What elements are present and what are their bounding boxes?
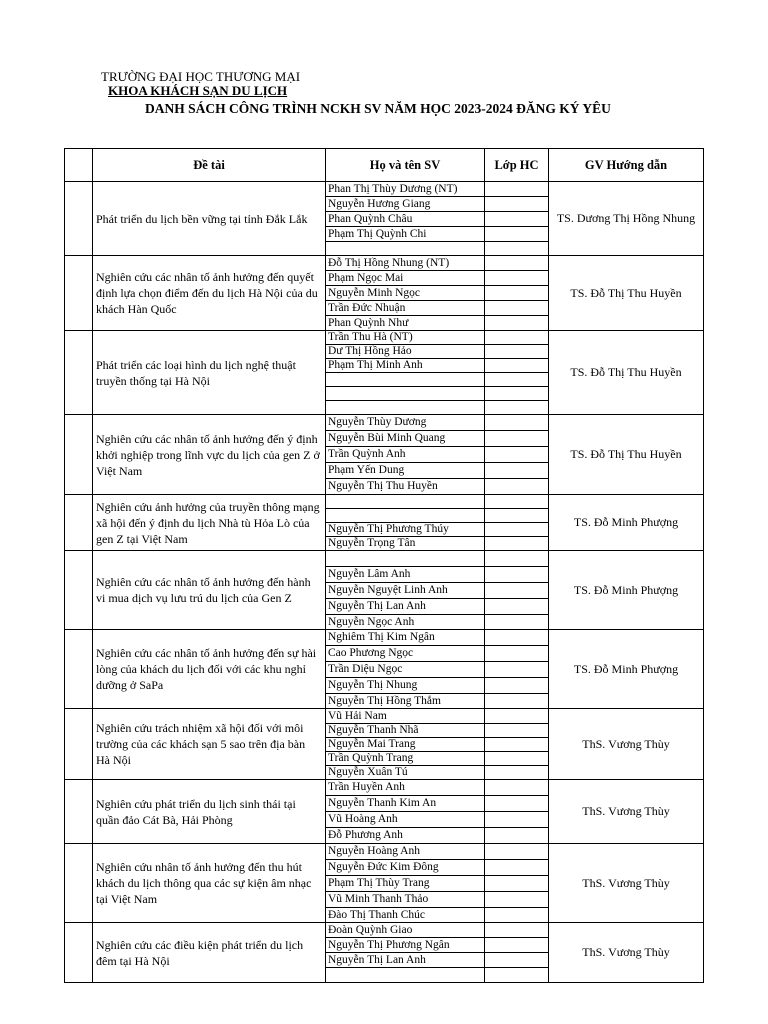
class-cell bbox=[485, 938, 549, 953]
class-cell bbox=[485, 583, 549, 599]
school-name: TRƯỜNG ĐẠI HỌC THƯƠNG MẠI bbox=[101, 69, 301, 84]
student-name-cell: Phạm Thị Minh Anh bbox=[326, 359, 485, 373]
advisor-cell: TS. Đỗ Thị Thu Huyền bbox=[549, 415, 704, 495]
student-name-cell: Nguyễn Ngọc Anh bbox=[326, 615, 485, 630]
class-cell bbox=[485, 479, 549, 495]
table-row bbox=[65, 844, 704, 860]
row-index-cell bbox=[65, 780, 93, 844]
class-cell bbox=[485, 812, 549, 828]
student-name-cell: Nguyễn Minh Ngọc bbox=[326, 286, 485, 301]
class-cell bbox=[485, 286, 549, 301]
class-cell bbox=[485, 738, 549, 752]
row-index-cell bbox=[65, 415, 93, 495]
class-cell bbox=[485, 796, 549, 812]
class-cell bbox=[485, 709, 549, 724]
table-row bbox=[65, 256, 704, 271]
student-name-cell: Nguyễn Bùi Minh Quang bbox=[326, 431, 485, 447]
student-name-cell: Đỗ Thị Hồng Nhung (NT) bbox=[326, 256, 485, 271]
topic-cell: Nghiên cứu trách nhiệm xã hội đối với môi trường của các khách sạn 5 sao trên địa bàn Hà Nội bbox=[93, 709, 326, 780]
topic-cell: Phát triển du lịch bền vững tại tỉnh Đắk Lắk bbox=[93, 182, 326, 256]
student-name-cell: Nghiêm Thị Kim Ngân bbox=[326, 630, 485, 646]
student-name-cell: Trần Quỳnh Trang bbox=[326, 752, 485, 766]
class-cell bbox=[485, 495, 549, 509]
student-name-cell bbox=[326, 401, 485, 415]
row-index-cell bbox=[65, 182, 93, 256]
student-name-cell bbox=[326, 968, 485, 983]
student-name-cell: Nguyễn Thanh Nhã bbox=[326, 724, 485, 738]
class-cell bbox=[485, 780, 549, 796]
advisor-cell: TS. Đỗ Thị Thu Huyền bbox=[549, 256, 704, 331]
table-header-row bbox=[65, 149, 704, 182]
student-name-cell: Nguyễn Thị Phương Ngân bbox=[326, 938, 485, 953]
student-name-cell bbox=[326, 373, 485, 387]
class-cell bbox=[485, 662, 549, 678]
row-index-cell bbox=[65, 709, 93, 780]
student-name-cell: Vũ Minh Thanh Thảo bbox=[326, 892, 485, 908]
student-name-cell: Nguyễn Thùy Dương bbox=[326, 415, 485, 431]
student-name-cell: Nguyễn Hương Giang bbox=[326, 197, 485, 212]
student-name-cell: Trần Thu Hà (NT) bbox=[326, 331, 485, 345]
class-cell bbox=[485, 567, 549, 583]
class-cell bbox=[485, 197, 549, 212]
class-cell bbox=[485, 463, 549, 479]
col-header-index bbox=[65, 149, 93, 182]
row-index-cell bbox=[65, 256, 93, 331]
topic-cell: Nghiên cứu phát triển du lịch sinh thái tại quần đảo Cát Bà, Hải Phòng bbox=[93, 780, 326, 844]
class-cell bbox=[485, 431, 549, 447]
class-cell bbox=[485, 331, 549, 345]
class-cell bbox=[485, 256, 549, 271]
class-cell bbox=[485, 359, 549, 373]
class-cell bbox=[485, 828, 549, 844]
student-name-cell: Nguyễn Thị Nhung bbox=[326, 678, 485, 694]
student-name-cell: Nguyễn Thị Lan Anh bbox=[326, 953, 485, 968]
class-cell bbox=[485, 271, 549, 286]
advisor-cell: TS. Đỗ Minh Phượng bbox=[549, 551, 704, 630]
student-name-cell: Dư Thị Hồng Hảo bbox=[326, 345, 485, 359]
class-cell bbox=[485, 551, 549, 567]
class-cell bbox=[485, 844, 549, 860]
student-name-cell: Phan Quỳnh Châu bbox=[326, 212, 485, 227]
table-row bbox=[65, 551, 704, 567]
student-name-cell: Phạm Thị Quỳnh Chi bbox=[326, 227, 485, 242]
faculty-name: KHOA KHÁCH SẠN DU LỊCH bbox=[108, 83, 288, 98]
class-cell bbox=[485, 908, 549, 923]
row-index-cell bbox=[65, 844, 93, 923]
table-row bbox=[65, 780, 704, 796]
student-name-cell: Trần Đức Nhuận bbox=[326, 301, 485, 316]
student-name-cell bbox=[326, 387, 485, 401]
class-cell bbox=[485, 968, 549, 983]
advisor-cell: TS. Đỗ Minh Phượng bbox=[549, 630, 704, 709]
student-name-cell: Đỗ Phương Anh bbox=[326, 828, 485, 844]
student-name-cell: Phạm Thị Thùy Trang bbox=[326, 876, 485, 892]
class-cell bbox=[485, 678, 549, 694]
class-cell bbox=[485, 509, 549, 523]
row-index-cell bbox=[65, 630, 93, 709]
class-cell bbox=[485, 537, 549, 551]
class-cell bbox=[485, 923, 549, 938]
student-name-cell: Nguyễn Thị Hồng Thắm bbox=[326, 694, 485, 709]
table-viewport bbox=[64, 148, 704, 968]
student-name-cell: Nguyễn Trọng Tân bbox=[326, 537, 485, 551]
class-cell bbox=[485, 876, 549, 892]
student-name-cell: Đoàn Quỳnh Giao bbox=[326, 923, 485, 938]
student-name-cell: Phan Thị Thùy Dương (NT) bbox=[326, 182, 485, 197]
advisor-cell: TS. Đỗ Minh Phượng bbox=[549, 495, 704, 551]
col-header-topic: Đề tài bbox=[93, 149, 326, 182]
student-name-cell: Nguyễn Mai Trang bbox=[326, 738, 485, 752]
student-name-cell: Vũ Hải Nam bbox=[326, 709, 485, 724]
class-cell bbox=[485, 242, 549, 256]
class-cell bbox=[485, 301, 549, 316]
student-name-cell: Đào Thị Thanh Chúc bbox=[326, 908, 485, 923]
class-cell bbox=[485, 860, 549, 876]
class-cell bbox=[485, 630, 549, 646]
class-cell bbox=[485, 227, 549, 242]
table-row bbox=[65, 182, 704, 197]
student-name-cell: Cao Phương Ngọc bbox=[326, 646, 485, 662]
class-cell bbox=[485, 447, 549, 463]
class-cell bbox=[485, 373, 549, 387]
class-cell bbox=[485, 646, 549, 662]
table-row bbox=[65, 923, 704, 938]
table-row bbox=[65, 630, 704, 646]
class-cell bbox=[485, 599, 549, 615]
advisor-cell: TS. Đỗ Thị Thu Huyền bbox=[549, 331, 704, 415]
student-name-cell: Nguyễn Lâm Anh bbox=[326, 567, 485, 583]
student-name-cell: Phạm Ngọc Mai bbox=[326, 271, 485, 286]
student-name-cell: Trần Diệu Ngọc bbox=[326, 662, 485, 678]
table-row bbox=[65, 495, 704, 509]
advisor-cell: TS. Dương Thị Hồng Nhung bbox=[549, 182, 704, 256]
class-cell bbox=[485, 415, 549, 431]
class-cell bbox=[485, 615, 549, 630]
topic-cell: Nghiên cứu các nhân tố ảnh hưởng đến quyết định lựa chọn điểm đến du lịch Hà Nội của du khách Hàn Quốc bbox=[93, 256, 326, 331]
table-row bbox=[65, 415, 704, 431]
advisor-cell: ThS. Vương Thùy bbox=[549, 844, 704, 923]
class-cell bbox=[485, 345, 549, 359]
student-name-cell bbox=[326, 242, 485, 256]
advisor-cell: ThS. Vương Thùy bbox=[549, 780, 704, 844]
topic-cell: Nghiên cứu các nhân tố ảnh hưởng đến sự hài lòng của khách du lịch đối với các khu nghỉ dưỡng ở SaPa bbox=[93, 630, 326, 709]
student-name-cell: Nguyễn Xuân Tú bbox=[326, 766, 485, 780]
class-cell bbox=[485, 387, 549, 401]
student-name-cell bbox=[326, 495, 485, 509]
student-name-cell: Nguyễn Hoàng Anh bbox=[326, 844, 485, 860]
class-cell bbox=[485, 523, 549, 537]
class-cell bbox=[485, 182, 549, 197]
advisor-cell: ThS. Vương Thùy bbox=[549, 709, 704, 780]
col-header-advisor: GV Hướng dẫn bbox=[549, 149, 704, 182]
table-body bbox=[65, 182, 704, 983]
student-name-cell: Nguyễn Nguyệt Linh Anh bbox=[326, 583, 485, 599]
class-cell bbox=[485, 953, 549, 968]
student-name-cell: Vũ Hoàng Anh bbox=[326, 812, 485, 828]
class-cell bbox=[485, 766, 549, 780]
topic-cell: Phát triển các loại hình du lịch nghệ thuật truyền thống tại Hà Nội bbox=[93, 331, 326, 415]
topic-cell: Nghiên cứu các nhân tố ảnh hưởng đến ý định khởi nghiệp trong lĩnh vực du lịch của gen Z ở Việt Nam bbox=[93, 415, 326, 495]
student-name-cell: Nguyễn Thanh Kim An bbox=[326, 796, 485, 812]
student-name-cell: Trần Huyền Anh bbox=[326, 780, 485, 796]
class-cell bbox=[485, 316, 549, 331]
class-cell bbox=[485, 892, 549, 908]
student-name-cell: Nguyễn Thị Lan Anh bbox=[326, 599, 485, 615]
student-name-cell bbox=[326, 509, 485, 523]
table-row bbox=[65, 331, 704, 345]
student-name-cell: Phan Quỳnh Như bbox=[326, 316, 485, 331]
topic-cell: Nghiên cứu các điều kiện phát triển du lịch đêm tại Hà Nội bbox=[93, 923, 326, 983]
class-cell bbox=[485, 752, 549, 766]
row-index-cell bbox=[65, 495, 93, 551]
row-index-cell bbox=[65, 923, 93, 983]
col-header-class: Lớp HC bbox=[485, 149, 549, 182]
col-header-student: Họ và tên SV bbox=[326, 149, 485, 182]
table-row bbox=[65, 709, 704, 724]
topic-cell: Nghiên cứu các nhân tố ảnh hưởng đến hành vi mua dịch vụ lưu trú du lịch của Gen Z bbox=[93, 551, 326, 630]
research-projects-table bbox=[64, 148, 704, 983]
class-cell bbox=[485, 694, 549, 709]
topic-cell: Nghiên cứu ảnh hưởng của truyền thông mạng xã hội đến ý định du lịch Nhà tù Hỏa Lò của gen Z tại Việt Nam bbox=[93, 495, 326, 551]
student-name-cell bbox=[326, 551, 485, 567]
student-name-cell: Nguyễn Thị Thu Huyền bbox=[326, 479, 485, 495]
student-name-cell: Nguyễn Đức Kim Đông bbox=[326, 860, 485, 876]
class-cell bbox=[485, 724, 549, 738]
student-name-cell: Nguyễn Thị Phương Thúy bbox=[326, 523, 485, 537]
class-cell bbox=[485, 401, 549, 415]
student-name-cell: Trần Quỳnh Anh bbox=[326, 447, 485, 463]
class-cell bbox=[485, 212, 549, 227]
row-index-cell bbox=[65, 551, 93, 630]
document-title: DANH SÁCH CÔNG TRÌNH NCKH SV NĂM HỌC 2023-2024 ĐĂNG KÝ YÊU bbox=[145, 101, 611, 116]
student-name-cell: Phạm Yến Dung bbox=[326, 463, 485, 479]
row-index-cell bbox=[65, 331, 93, 415]
advisor-cell: ThS. Vương Thùy bbox=[549, 923, 704, 983]
topic-cell: Nghiên cứu nhân tố ảnh hưởng đến thu hút khách du lịch thông qua các sự kiện âm nhạc tại Việt Nam bbox=[93, 844, 326, 923]
